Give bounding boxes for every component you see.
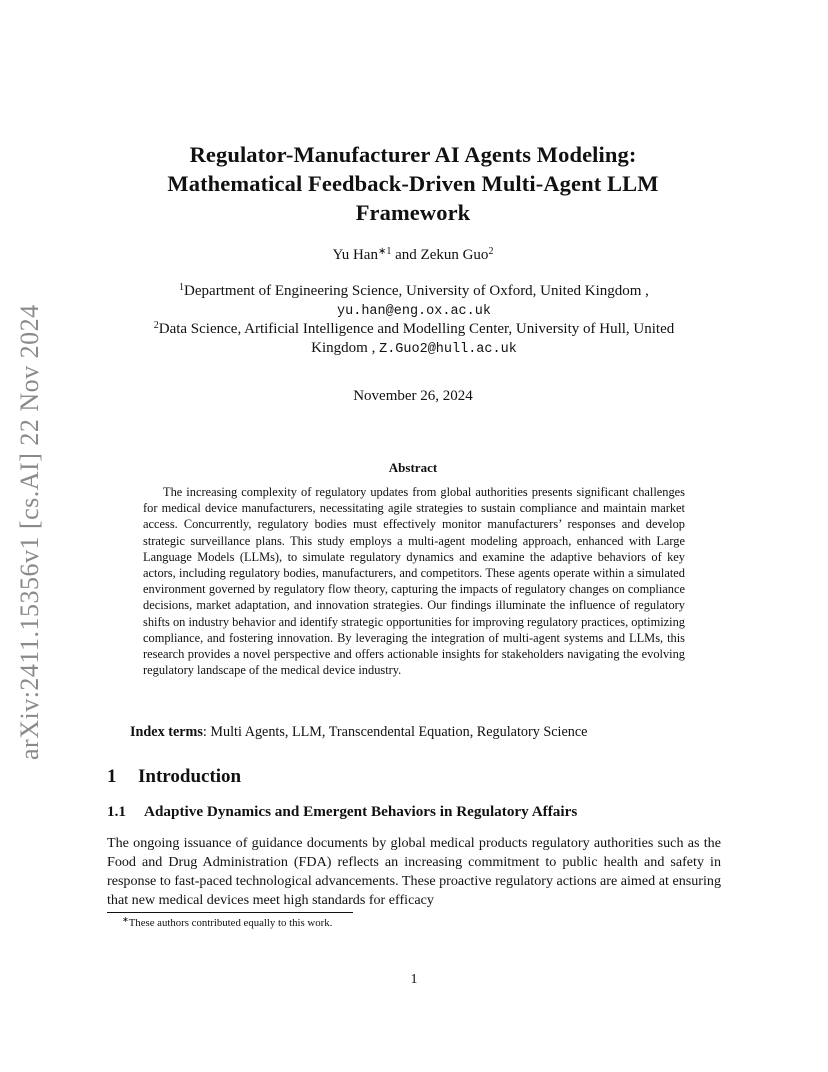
footnote <box>122 917 332 929</box>
footnote-text: These authors contributed equally to this work. <box>128 917 333 929</box>
affiliation-2 <box>104 320 724 359</box>
author-connector: and <box>391 247 421 263</box>
footnote-mark: ∗ <box>122 915 129 924</box>
section-title: Introduction <box>138 766 242 787</box>
author-list <box>110 247 716 264</box>
title-line-2: Mathematical Feedback-Driven Multi-Agent LLM <box>167 171 659 196</box>
affiliation-text: Data Science, Artificial Intelligence and Modelling Center, University of Hull, United <box>158 321 675 337</box>
title-line-3: Framework <box>355 200 471 225</box>
affiliation-text: Department of Engineering Science, University of Oxford, United Kingdom , <box>184 283 649 299</box>
index-terms-label: Index terms <box>130 724 203 740</box>
intro-paragraph: The ongoing issuance of guidance documents by global medical products regulatory authorities such as the Food and Drug Administration (FDA) reflects an increasing commitment to public health and safety in response to fast-paced technological advancements. These proactive regulatory actions are aimed at ensuring that new medical devices meet high standards for efficacy <box>107 835 721 908</box>
affiliation-text: Kingdom , <box>311 340 380 356</box>
author-name: Yu Han <box>332 247 378 263</box>
section-heading <box>107 766 241 788</box>
publication-date: November 26, 2024 <box>353 388 473 404</box>
subsection-title: Adaptive Dynamics and Emergent Behaviors in Regulatory Affairs <box>144 803 578 820</box>
subsection-heading <box>107 803 577 821</box>
subsection-number: 1.1 <box>107 803 126 820</box>
title-line-1: Regulator-Manufacturer AI Agents Modeling: <box>189 142 637 167</box>
section-number: 1 <box>107 766 117 787</box>
author-name: Zekun Guo <box>420 247 489 263</box>
page-number: 1 <box>410 972 418 987</box>
email-link[interactable]: Z.Guo2@hull.ac.uk <box>379 342 517 357</box>
abstract-heading: Abstract <box>388 460 438 475</box>
email-link[interactable]: yu.han@eng.ox.ac.uk <box>337 304 491 319</box>
index-terms-value: : Multi Agents, LLM, Transcendental Equation, Regulatory Science <box>202 724 588 740</box>
affiliation-mark: 2 <box>153 320 159 331</box>
arxiv-identifier-text: arXiv:2411.15356v1 [cs.AI] 22 Nov 2024 <box>15 304 44 760</box>
author-mark: 2 <box>488 246 494 257</box>
arxiv-identifier <box>15 0 55 1072</box>
index-terms <box>130 724 710 741</box>
abstract-body: The increasing complexity of regulatory updates from global authorities presents significant challenges for medical device manufacturers, necessitating agile strategies to sustain compliance and maintain market access. Concurrently, regulatory bodies must effectively monitor manufacturers’ responses and develop strategic surveillance plans. This study employs a multi-agent modeling approach, enhanced with Large Language Models (LLMs), to simulate regulatory dynamics and examine the adaptive behaviors of key actors, including regulatory bodies, manufacturers, and competitors. These agents operate within a simulated environment governed by regulatory flow theory, capturing the impacts of regulatory changes on compliance decisions, market adaptation, and innovation strategies. Our findings illuminate the influence of regulatory shifts on industry behavior and identify strategic opportunities for improving regulatory practices, optimizing compliance, and fostering innovation. By leveraging the integration of multi-agent systems and LLMs, this research provides a novel perspective and offers actionable insights for stakeholders navigating the evolving regulatory landscape of the medical device industry. <box>143 485 685 678</box>
paper-title <box>110 140 716 227</box>
affiliation-mark: 1 <box>179 282 185 293</box>
author-mark: ∗1 <box>377 246 392 257</box>
affiliation-1 <box>104 282 724 321</box>
footnote-divider <box>107 912 353 913</box>
